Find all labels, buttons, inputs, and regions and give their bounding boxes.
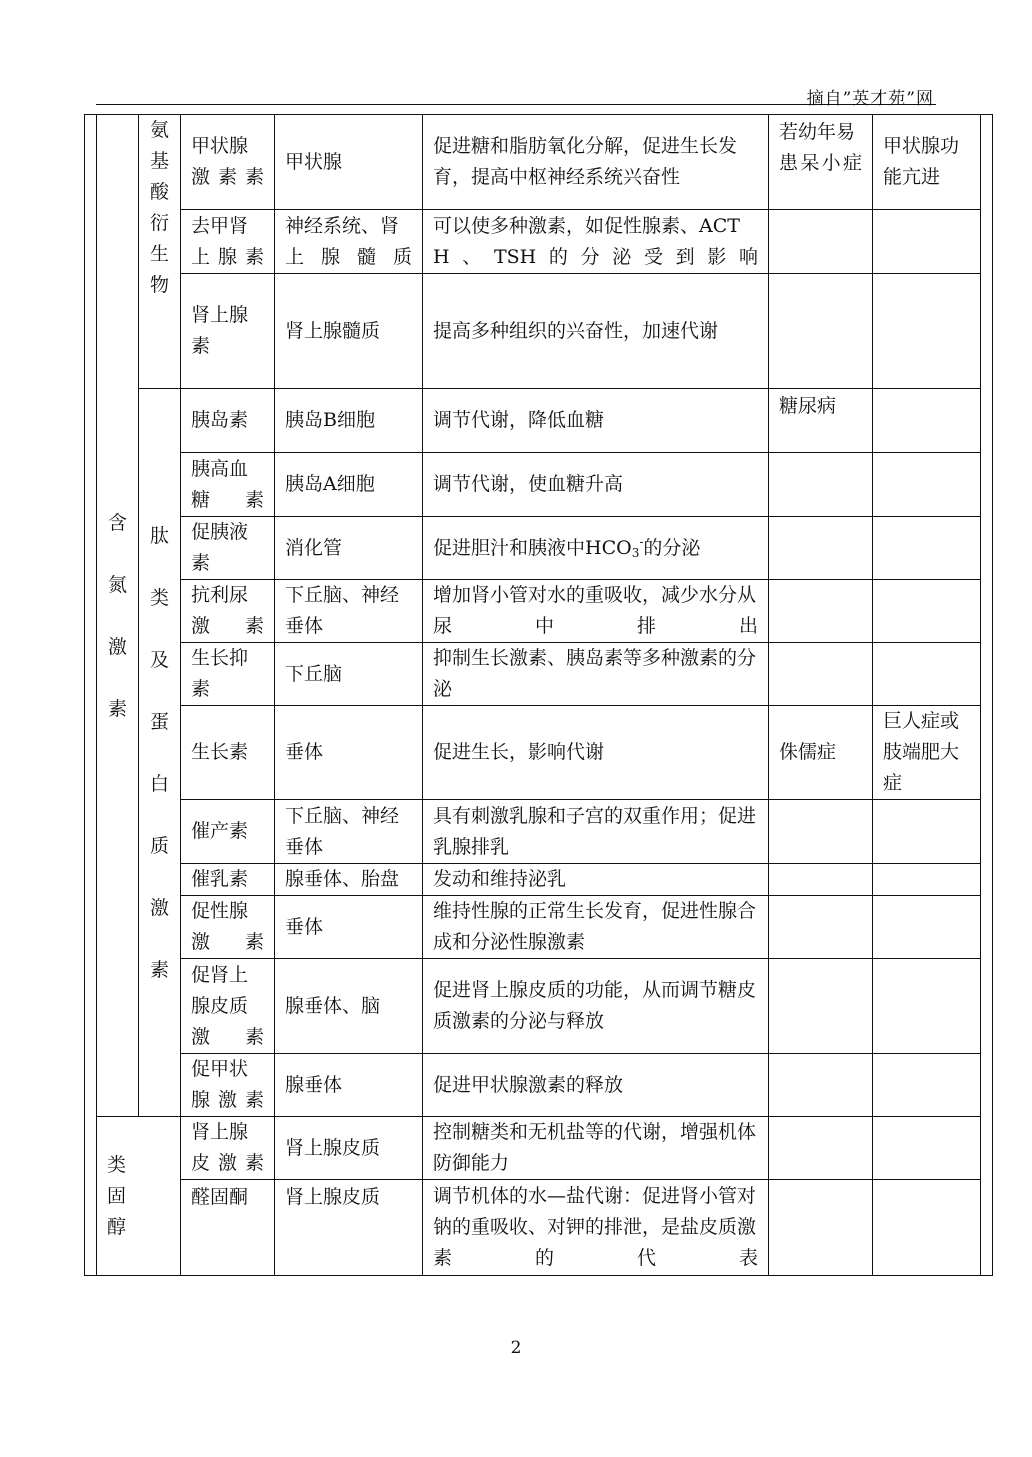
deficiency-symptom [769,580,873,643]
deficiency-symptom [769,800,873,864]
group-steroid [97,1117,181,1276]
group-amino-label: 氨基酸衍生物 [149,119,169,296]
table-left-edge [85,115,97,1276]
excess-symptom: 甲状腺功能亢进 [873,115,981,210]
deficiency-symptom [769,1054,873,1117]
deficiency-symptom [769,643,873,706]
header-rule [96,104,936,105]
group-steroid-label: 类固醇 [107,1153,147,1238]
hormone-source: 下丘脑、神经垂体 [275,800,423,864]
deficiency-symptom: 侏儒症 [769,706,873,800]
hormone-function [423,517,769,580]
table-row [85,959,993,1054]
table-row [85,800,993,864]
hormone-function: 发动和维持泌乳 [423,864,769,896]
hormone-source: 肾上腺皮质 [275,1180,423,1276]
hormone-function: 促进生长，影响代谢 [423,706,769,800]
hormone-name: 促甲状腺激素 [181,1054,275,1117]
table-row [85,643,993,706]
table-row [85,453,993,517]
deficiency-symptom [769,896,873,959]
hormone-table [84,114,993,1276]
deficiency-symptom [769,1117,873,1180]
hormone-function: 调节代谢，使血糖升高 [423,453,769,517]
hormone-source: 消化管 [275,517,423,580]
function-text: 的分泌 [643,537,701,559]
table-row [85,864,993,896]
excess-symptom [873,210,981,274]
hormone-name: 抗利尿激素 [181,580,275,643]
deficiency-symptom [769,1180,873,1276]
hormone-name: 甲状腺激素素 [181,115,275,210]
deficiency-symptom [769,517,873,580]
hormone-source: 胰岛A细胞 [275,453,423,517]
table-row [85,580,993,643]
hormone-function: 调节代谢，降低血糖 [423,389,769,453]
function-subscript: 3 [631,546,640,560]
excess-symptom [873,580,981,643]
hormone-function: 控制糖类和无机盐等的代谢，增强机体防御能力 [423,1117,769,1180]
hormone-name: 醛固酮 [181,1180,275,1276]
hormone-source: 腺垂体、胎盘 [275,864,423,896]
excess-symptom [873,453,981,517]
hormone-function: 促进肾上腺皮质的功能，从而调节糖皮质激素的分泌与释放 [423,959,769,1054]
hormone-function: 具有刺激乳腺和子宫的双重作用；促进乳腺排乳 [423,800,769,864]
deficiency-symptom [769,453,873,517]
hormone-name: 胰岛素 [181,389,275,453]
table-row [85,115,993,210]
hormone-source: 垂体 [275,896,423,959]
hormone-source: 甲状腺 [275,115,423,210]
excess-symptom [873,389,981,453]
hormone-source: 胰岛B细胞 [275,389,423,453]
function-superscript: - [639,535,644,549]
hormone-source: 垂体 [275,706,423,800]
hormone-function: 抑制生长激素、胰岛素等多种激素的分泌 [423,643,769,706]
hormone-source: 神经系统、肾上腺髓质 [275,210,423,274]
hormone-name: 催乳素 [181,864,275,896]
hormone-source: 腺垂体、脑 [275,959,423,1054]
excess-symptom [873,274,981,389]
table-row [85,210,993,274]
excess-symptom [873,1117,981,1180]
deficiency-symptom [769,959,873,1054]
group-peptide [139,389,181,1117]
group-amino [139,115,181,389]
hormone-name: 促胰液素 [181,517,275,580]
table-row [85,1180,993,1276]
excess-symptom [873,896,981,959]
hormone-name: 促性腺激素 [181,896,275,959]
header-source: 摘自”英才苑”网 [806,89,934,109]
group-peptide-label: 肽类及蛋白质激素 [149,524,169,981]
hormone-function: 可以使多种激素，如促性腺素、ACTH、TSH的分泌受到影响 [423,210,769,274]
hormone-name: 肾上腺皮激素 [181,1117,275,1180]
hormone-function: 促进糖和脂肪氧化分解，促进生长发育，提高中枢神经系统兴奋性 [423,115,769,210]
hormone-source: 肾上腺髓质 [275,274,423,389]
table-row [85,896,993,959]
deficiency-symptom [769,274,873,389]
hormone-name: 促肾上腺皮质激素 [181,959,275,1054]
hormone-source: 下丘脑、神经垂体 [275,580,423,643]
hormone-name: 胰高血糖素 [181,453,275,517]
hormone-source: 肾上腺皮质 [275,1117,423,1180]
excess-symptom [873,1054,981,1117]
hormone-function: 提高多种组织的兴奋性，加速代谢 [423,274,769,389]
hormone-name: 肾上腺素 [181,274,275,389]
group-nitrogen-label: 含氮激素 [107,511,127,720]
group-nitrogen [97,115,139,1117]
excess-symptom [873,1180,981,1276]
hormone-function: 调节机体的水—盐代谢：促进肾小管对钠的重吸收、对钾的排泄，是盐皮质激素的代表 [423,1180,769,1276]
page-number: 2 [510,1338,522,1358]
hormone-source: 下丘脑 [275,643,423,706]
deficiency-symptom [769,864,873,896]
hormone-name: 催产素 [181,800,275,864]
excess-symptom [873,643,981,706]
excess-symptom [873,959,981,1054]
hormone-name: 去甲肾上腺素 [181,210,275,274]
hormone-name: 生长素 [181,706,275,800]
hormone-function: 增加肾小管对水的重吸收，减少水分从尿中排出 [423,580,769,643]
hormone-name: 生长抑素 [181,643,275,706]
function-text: 促进胆汁和胰液中HCO [433,537,632,559]
table-row [85,1054,993,1117]
hormone-source: 腺垂体 [275,1054,423,1117]
deficiency-symptom [769,210,873,274]
table-right-edge [981,115,993,1276]
table-row [85,389,993,453]
table-row [85,274,993,389]
excess-symptom [873,864,981,896]
excess-symptom: 巨人症或肢端肥大症 [873,706,981,800]
table-row [85,517,993,580]
excess-symptom [873,800,981,864]
hormone-function: 维持性腺的正常生长发育，促进性腺合成和分泌性腺激素 [423,896,769,959]
table-row [85,706,993,800]
table-row [85,1117,993,1180]
deficiency-symptom: 若幼年易患呆小症 [769,115,873,210]
hormone-function: 促进甲状腺激素的释放 [423,1054,769,1117]
deficiency-symptom: 糖尿病 [769,389,873,453]
excess-symptom [873,517,981,580]
